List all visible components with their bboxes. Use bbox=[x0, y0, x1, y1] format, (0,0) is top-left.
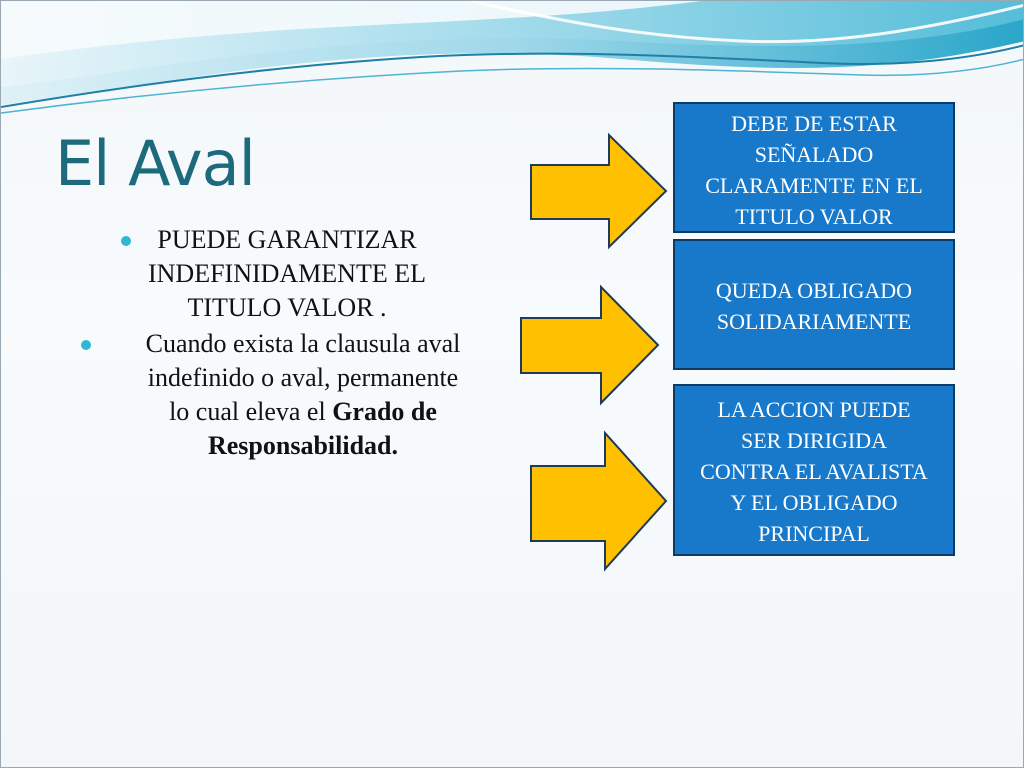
bullet-line: INDEFINIDAMENTE EL bbox=[147, 259, 426, 288]
info-box-1 bbox=[673, 102, 955, 233]
bullet-line: Cuando exista la clausula aval bbox=[145, 329, 461, 358]
box-line: LA ACCION PUEDE bbox=[717, 397, 911, 422]
box-line: SEÑALADO bbox=[754, 142, 874, 167]
box-line: CONTRA EL AVALISTA bbox=[700, 459, 928, 484]
slide-title: El Aval bbox=[55, 127, 255, 200]
bold-phrase: Responsabilidad. bbox=[207, 431, 399, 460]
bullet-line: indefinido o aval, permanente bbox=[147, 363, 459, 392]
bullet-line: PUEDE GARANTIZAR bbox=[157, 225, 417, 254]
box-line: CLARAMENTE EN EL bbox=[705, 173, 923, 198]
box-line: TITULO VALOR bbox=[735, 204, 893, 229]
box-line: Y EL OBLIGADO bbox=[730, 490, 898, 515]
box-line: QUEDA OBLIGADO bbox=[715, 278, 913, 303]
info-box-2 bbox=[673, 239, 955, 370]
box-line: DEBE DE ESTAR bbox=[731, 111, 897, 136]
right-arrow-icon bbox=[531, 433, 666, 569]
right-arrow-icon bbox=[521, 287, 658, 403]
box-line: PRINCIPAL bbox=[758, 521, 870, 546]
bullet-line: TITULO VALOR . bbox=[187, 293, 387, 322]
box-line: SOLIDARIAMENTE bbox=[716, 309, 912, 334]
bold-phrase: Grado de bbox=[332, 397, 437, 426]
right-arrow-icon bbox=[531, 135, 666, 247]
bullet-line: lo cual eleva el bbox=[169, 397, 333, 426]
info-box-3 bbox=[673, 384, 955, 556]
box-line: SER DIRIGIDA bbox=[740, 428, 888, 453]
